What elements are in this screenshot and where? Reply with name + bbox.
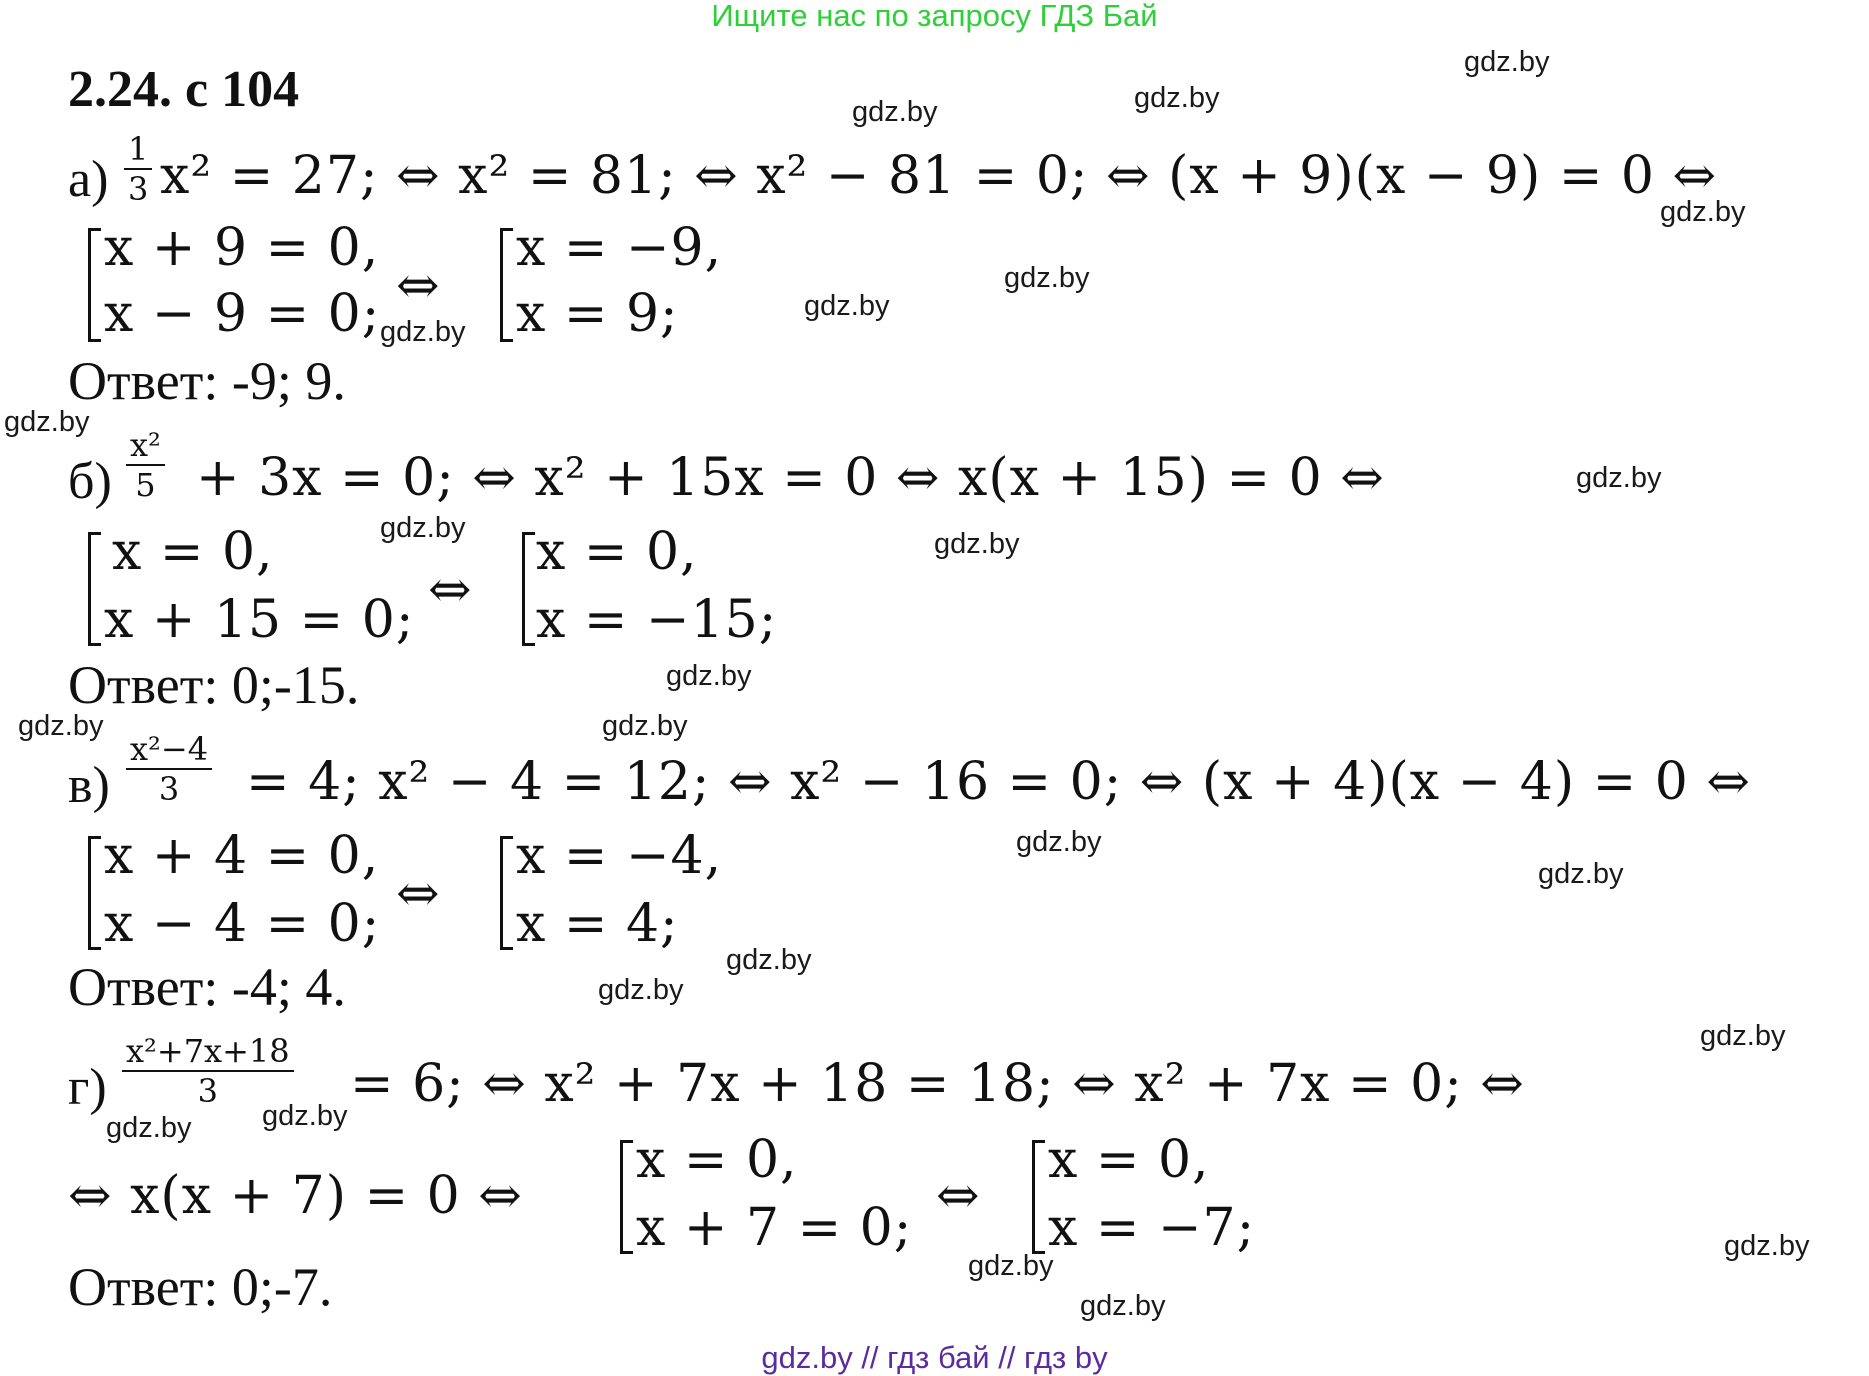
watermark: gdz.by: [1660, 196, 1746, 228]
part-a-equation: x² = 27; ⇔ x² = 81; ⇔ x² − 81 = 0; ⇔ (x + 9)(x − 9) = 0 ⇔: [160, 146, 1718, 206]
part-v-system2-line2: x = 4;: [516, 894, 679, 954]
part-v-answer: Ответ: -4; 4.: [68, 957, 346, 1017]
fraction-numerator: x²: [130, 426, 161, 464]
part-g-system1-line1: x = 0,: [636, 1130, 798, 1190]
part-g-equation: = 6; ⇔ x² + 7x + 18 = 18; ⇔ x² + 7x = 0; ⇔: [350, 1054, 1525, 1114]
system-bracket: [88, 836, 101, 950]
footer-links: gdz.by // гдз бай // гдз by: [761, 1340, 1108, 1375]
watermark: gdz.by: [852, 96, 938, 128]
watermark: gdz.by: [262, 1100, 348, 1132]
part-a-label: а): [68, 151, 109, 208]
watermark: gdz.by: [1700, 1020, 1786, 1052]
fraction-numerator: 1: [128, 130, 149, 168]
watermark: gdz.by: [598, 974, 684, 1006]
page-title: 2.24. с 104: [68, 61, 300, 118]
fraction-denominator: 3: [126, 768, 212, 808]
system-bracket: [522, 532, 535, 646]
part-b-system1-line1: x = 0,: [112, 522, 274, 582]
part-g-fraction: [124, 1032, 292, 1110]
part-b-system2-line1: x = 0,: [536, 522, 698, 582]
part-a-system2-line1: x = −9,: [516, 218, 723, 278]
part-v-label: в): [68, 757, 110, 814]
watermark: gdz.by: [1724, 1230, 1810, 1262]
part-v-fraction: [128, 730, 210, 808]
watermark: gdz.by: [804, 290, 890, 322]
part-g-equivalence: ⇔: [936, 1166, 981, 1226]
part-a-system1-line1: x + 9 = 0,: [104, 218, 380, 278]
system-bracket: [88, 532, 101, 646]
watermark: gdz.by: [380, 512, 466, 544]
part-v-equation: = 4; x² − 4 = 12; ⇔ x² − 16 = 0; ⇔ (x + 4)(x − 4) = 0 ⇔: [246, 752, 1751, 812]
part-a-fraction: [126, 130, 150, 208]
system-bracket: [500, 228, 513, 342]
part-b-system2-line2: x = −15;: [536, 590, 778, 650]
watermark: gdz.by: [1576, 462, 1662, 494]
part-g-system2-line2: x = −7;: [1048, 1198, 1256, 1258]
part-v-system1-line2: x − 4 = 0;: [104, 894, 381, 954]
part-b-fraction: [128, 426, 163, 504]
system-bracket: [620, 1140, 633, 1254]
watermark: gdz.by: [4, 406, 90, 438]
watermark: gdz.by: [1004, 262, 1090, 294]
fraction-numerator: x²−4: [130, 730, 209, 768]
part-v-system1-line1: x + 4 = 0,: [104, 826, 380, 886]
watermark: gdz.by: [666, 660, 752, 692]
part-b-answer: Ответ: 0;-15.: [68, 655, 360, 715]
watermark: gdz.by: [106, 1112, 192, 1144]
system-bracket: [500, 836, 513, 950]
watermark: gdz.by: [1016, 826, 1102, 858]
part-a-answer: Ответ: -9; 9.: [68, 351, 346, 411]
part-b-equation: + 3x = 0; ⇔ x² + 15x = 0 ⇔ x(x + 15) = 0 ⇔: [196, 448, 1385, 508]
fraction-denominator: 5: [126, 464, 165, 504]
part-g-system1-line2: x + 7 = 0;: [636, 1198, 913, 1258]
part-a-system2-line2: x = 9;: [516, 284, 679, 344]
fraction-denominator: 3: [122, 1070, 294, 1110]
watermark: gdz.by: [968, 1250, 1054, 1282]
watermark: gdz.by: [1080, 1290, 1166, 1322]
part-g-system2-line1: x = 0,: [1048, 1130, 1210, 1190]
part-a-equivalence: ⇔: [396, 256, 441, 316]
part-g-label: г): [68, 1059, 107, 1116]
part-b-system1-line2: x + 15 = 0;: [104, 590, 415, 650]
watermark: gdz.by: [1464, 46, 1550, 78]
part-g-answer: Ответ: 0;-7.: [68, 1257, 333, 1317]
fraction-numerator: x²+7x+18: [126, 1032, 290, 1070]
part-v-equivalence: ⇔: [396, 864, 441, 924]
top-banner: Ищите нас по запросу ГДЗ Бай: [711, 0, 1158, 33]
watermark: gdz.by: [1538, 858, 1624, 890]
watermark: gdz.by: [602, 710, 688, 742]
watermark: gdz.by: [726, 944, 812, 976]
system-bracket: [88, 228, 101, 342]
system-bracket: [1032, 1140, 1045, 1254]
watermark: gdz.by: [934, 528, 1020, 560]
part-b-equivalence: ⇔: [428, 560, 473, 620]
part-g-equation-line2: ⇔ x(x + 7) = 0 ⇔: [68, 1166, 523, 1226]
part-a-system1-line2: x − 9 = 0;: [104, 284, 381, 344]
part-v-system2-line1: x = −4,: [516, 826, 723, 886]
watermark: gdz.by: [1134, 82, 1220, 114]
watermark: gdz.by: [18, 710, 104, 742]
watermark: gdz.by: [380, 316, 466, 348]
fraction-denominator: 3: [124, 168, 152, 208]
part-b-label: б): [68, 453, 112, 510]
